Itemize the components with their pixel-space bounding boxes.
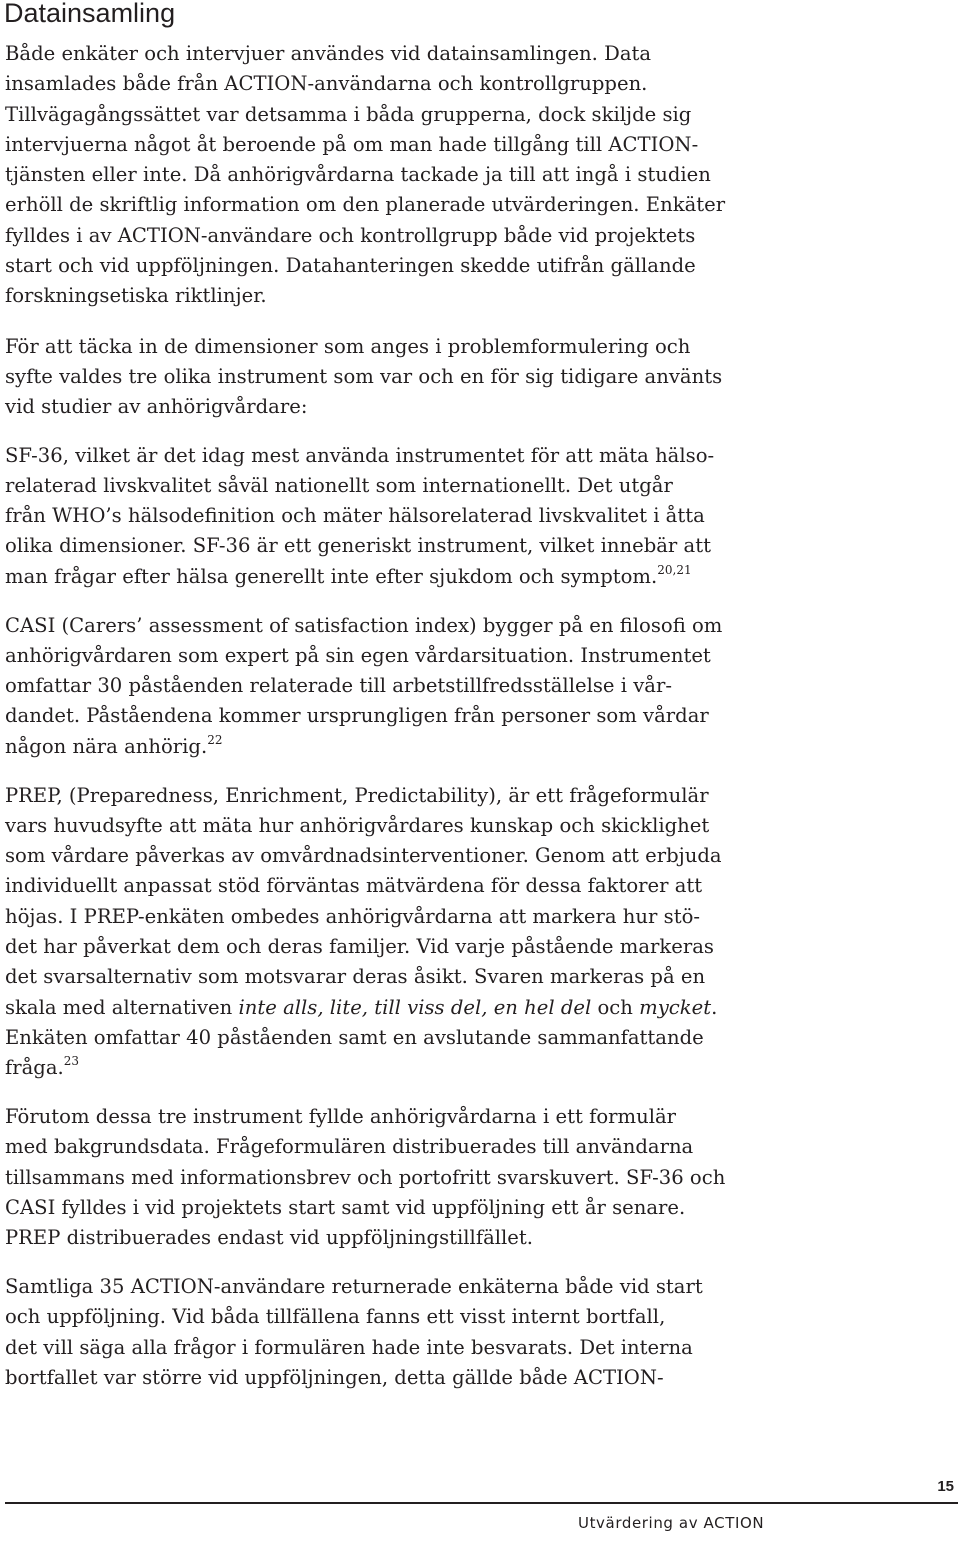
text-line: olika dimensioner. SF-36 är ett generiskt instrument, vilket innebär att (5, 534, 711, 558)
text-line: bortfallet var större vid uppföljningen, detta gällde både ACTION- (5, 1365, 664, 1389)
text-line: Samtliga 35 ACTION-användare returnerade enkäterna både vid start (5, 1274, 703, 1298)
text-line: det svarsalternativ som motsvarar deras åsikt. Svaren markeras på en (5, 965, 706, 989)
reference-superscript: 23 (63, 1054, 80, 1069)
section-heading: Datainsamling (4, 0, 176, 28)
text-line: omfattar 30 påståenden relaterade till arbetstillfredsställelse i vår- (5, 674, 672, 698)
footer-divider (5, 1502, 958, 1504)
text-line: insamlades både från ACTION-användarna och kontrollgruppen. (5, 72, 648, 96)
footer-title: Utvärdering av ACTION (578, 1514, 765, 1532)
page-number: 15 (937, 1478, 954, 1495)
scale-options: inte alls, lite, till viss del, en hel del (238, 995, 592, 1019)
paragraph-data-collection (5, 39, 935, 312)
text-line: CASI fylldes i vid projektets start samt vid uppföljning ett år senare. (5, 1195, 686, 1219)
text-line: syfte valdes tre olika instrument som var och en för sig tidigare använts (5, 364, 723, 388)
reference-superscript: 22 (207, 732, 223, 747)
text-line: relaterad livskvalitet såväl nationellt som internationellt. Det utgår (5, 473, 673, 497)
body-text (5, 39, 935, 1393)
text-line: CASI (Carers’ assessment of satisfaction index) bygger på en filosofi om (5, 613, 723, 637)
text-line (5, 993, 935, 1023)
text-line: från WHO’s hälsodefinition och mäter hälsorelaterad livskvalitet i åtta (5, 504, 705, 528)
paragraph-background-data (5, 1102, 935, 1253)
text-fragment: . (711, 995, 718, 1019)
text-fragment: och (591, 995, 640, 1019)
text-line: För att täcka in de dimensioner som anges i problemformulering och (5, 334, 691, 358)
paragraph-casi (5, 611, 935, 762)
reference-superscript: 20,21 (657, 562, 692, 577)
text-line: anhörigvårdaren som expert på sin egen vårdarsituation. Instrumentet (5, 643, 711, 667)
text-line: det har påverkat dem och deras familjer. Vid varje påstående markeras (5, 935, 714, 959)
paragraph-prep (5, 781, 935, 1084)
text-line: PREP distribuerades endast vid uppföljningstillfället. (5, 1226, 533, 1250)
text-fragment: skala med alternativen (5, 995, 239, 1019)
text-line: höjas. I PREP-enkäten ombedes anhörigvårdarna att markera hur stö- (5, 904, 700, 928)
text-line: med bakgrundsdata. Frågeformulären distribuerades till användarna (5, 1135, 694, 1159)
text-line: vars huvudsyfte att mäta hur anhörigvårdares kunskap och skicklighet (5, 813, 710, 837)
text-line: tjänsten eller inte. Då anhörigvårdarna tackade ja till att ingå i studien (5, 163, 711, 187)
text-line: PREP, (Preparedness, Enrichment, Predictability), är ett frågeformulär (5, 783, 709, 807)
text-line (5, 562, 935, 592)
paragraph-instruments-intro (5, 332, 935, 423)
text-line: Förutom dessa tre instrument fyllde anhörigvårdarna i ett formulär (5, 1105, 677, 1128)
text-fragment: man frågar efter hälsa generellt inte efter sjukdom och symptom. (5, 564, 658, 588)
text-line: som vårdare påverkas av omvårdnadsinterventioner. Genom att erbjuda (5, 844, 722, 868)
text-line: erhöll de skriftlig information om den planerade utvärderingen. Enkäter (5, 193, 726, 217)
text-fragment: fråga. (5, 1056, 64, 1080)
text-line: intervjuerna något åt beroende på om man hade tillgång till ACTION- (5, 132, 699, 156)
text-line: dandet. Påståendena kommer ursprungligen från personer som vårdar (5, 704, 709, 728)
text-line: Enkäten omfattar 40 påståenden samt en avslutande sammanfattande (5, 1025, 704, 1049)
text-line (5, 732, 935, 762)
text-line: Både enkäter och intervjuer användes vid datainsamlingen. Data (5, 42, 652, 65)
text-line: och uppföljning. Vid båda tillfällena fanns ett visst internt bortfall, (5, 1305, 666, 1329)
scale-option-last: mycket (639, 995, 712, 1019)
text-line: vid studier av anhörigvårdare: (5, 395, 308, 419)
paragraph-response (5, 1272, 935, 1393)
text-line: SF-36, vilket är det idag mest använda instrumentet för att mäta hälso- (5, 443, 715, 467)
paragraph-sf36 (5, 441, 935, 592)
text-line: det vill säga alla frågor i formulären hade inte besvarats. Det interna (5, 1335, 693, 1359)
text-line: tillsammans med informationsbrev och portofritt svarskuvert. SF-36 och (5, 1165, 726, 1189)
text-line: Tillvägagångssättet var detsamma i båda grupperna, dock skiljde sig (5, 102, 692, 126)
text-line: fylldes i av ACTION-användare och kontrollgrupp både vid projektets (5, 223, 696, 247)
text-line: forskningsetiska riktlinjer. (5, 284, 267, 308)
text-line (5, 1053, 935, 1083)
text-fragment: någon nära anhörig. (5, 734, 208, 758)
text-line: individuellt anpassat stöd förväntas mätvärdena för dessa faktorer att (5, 874, 703, 898)
text-line: start och vid uppföljningen. Datahanteringen skedde utifrån gällande (5, 254, 696, 278)
